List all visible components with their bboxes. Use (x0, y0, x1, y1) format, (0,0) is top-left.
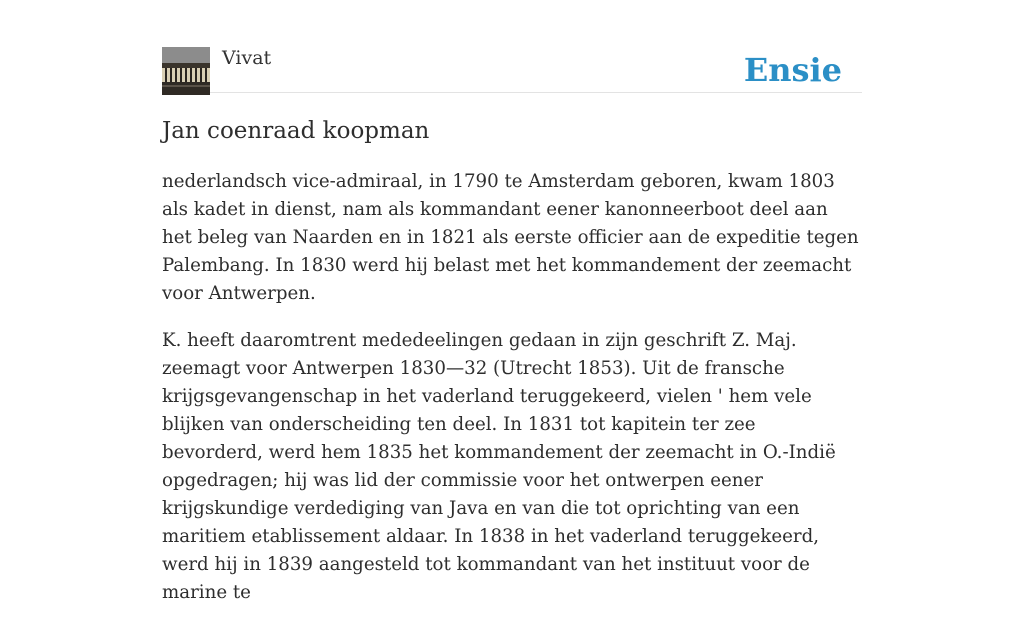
article-paragraph: nederlandsch vice-admiraal, in 1790 te Amsterdam geboren, kwam 1803 als kadet in dienst, nam als kommandant eener kanonneerboot deel aan het beleg van Naarden en in 1821 als eerste officier aan de expeditie tegen Palembang. In 1830 werd hij belast met het kommandement der zeemacht voor Antwerpen. (162, 171, 859, 304)
ensie-logo[interactable]: Ensie (743, 51, 842, 89)
article-paragraph: K. heeft daaromtrent mededeelingen gedaan in zijn geschrift Z. Maj. zeemagt voor Antwerpen 1830—32 (Utrecht 1853). Uit de fransche krijgsgevangenschap in het vaderland teruggekeerd, vielen ' hem vele blijken van onderscheiding ten deel. In 1831 tot kapitein ter zee bevorderd, werd hem 1835 het kommandement der zeemacht in O.-Indië opgedragen; hij was lid der commissie voor het ontwerpen eener krijgskundige verdediging van Java en van die tot oprichting van een maritiem etablissement aldaar. In 1838 in het vaderland teruggekeerd, werd hij in 1839 aangesteld tot kommandant van het instituut voor de marine te (162, 330, 836, 603)
page-title: Jan coenraad koopman (162, 118, 430, 144)
book-spines-avatar-icon (162, 47, 210, 95)
avatar[interactable] (162, 47, 210, 95)
article-body (162, 168, 862, 626)
header (162, 46, 862, 93)
author-name[interactable]: Vivat (222, 47, 272, 69)
